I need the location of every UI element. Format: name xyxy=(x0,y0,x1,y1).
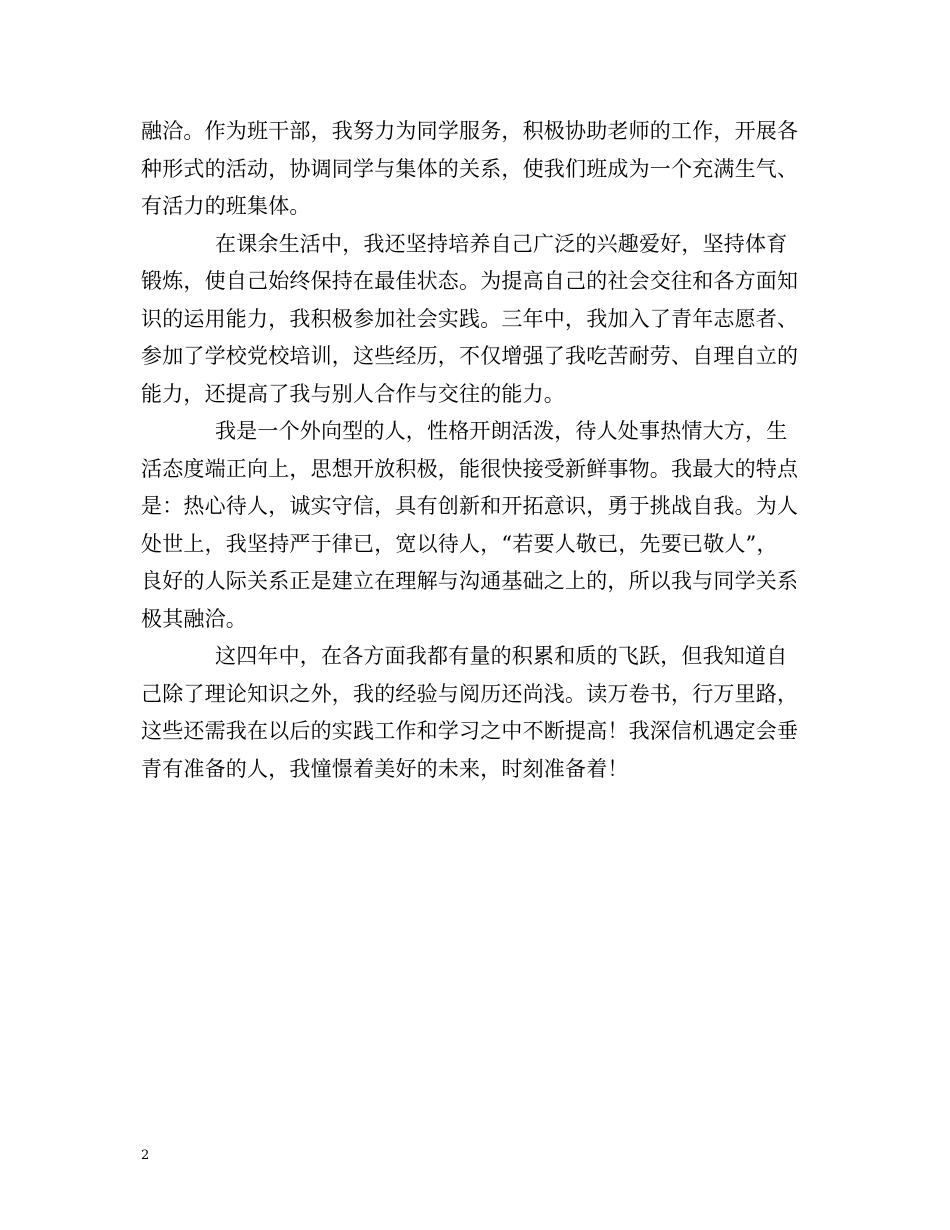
text-line: 参加了学校党校培训，这些经历，不仅增强了我吃苦耐劳、自理自立的 xyxy=(141,344,799,368)
text-line: 融洽。作为班干部，我努力为同学服务，积极协助老师的工作，开展各 xyxy=(141,119,799,143)
text-line: 活态度端正向上，思想开放积极，能很快接受新鲜事物。我最大的特点 xyxy=(141,456,799,481)
text-line: 极其融洽。 xyxy=(141,606,247,631)
text-line: 有活力的班集体。 xyxy=(141,194,311,218)
text-line: 锻炼，使自己始终保持在最佳状态。为提高自己的社会交往和各方面知 xyxy=(141,269,799,293)
paragraph-start-line: 在课余生活中，我还坚持培养自己广泛的兴趣爱好，坚持体育 xyxy=(215,231,788,256)
text-line: 青有准备的人，我憧憬着美好的未来，时刻准备着！ xyxy=(141,756,629,781)
text-line: 能力，还提高了我与别人合作与交往的能力。 xyxy=(141,381,565,406)
text-line: 是：热心待人，诚实守信，具有创新和开拓意识，勇于挑战自我。为人 xyxy=(141,494,799,518)
text-line: 这些还需我在以后的实践工作和学习之中不断提高！我深信机遇定会垂 xyxy=(141,719,799,743)
text-line: 良好的人际关系正是建立在理解与沟通基础之上的，所以我与同学关系 xyxy=(141,569,799,593)
page-number: 2 xyxy=(141,1148,150,1163)
paragraph-start-line: 这四年中，在各方面我都有量的积累和质的飞跃，但我知道自 xyxy=(215,644,788,668)
text-line: 处世上，我坚持严于律已，宽以待人，“若要人敬已，先要已敬人”， xyxy=(141,531,778,556)
text-line: 识的运用能力，我积极参加社会实践。三年中，我加入了青年志愿者、 xyxy=(141,306,799,331)
paragraph-start-line: 我是一个外向型的人，性格开朗活泼，待人处事热情大方，生 xyxy=(215,419,788,443)
text-line: 种形式的活动，协调同学与集体的关系，使我们班成为一个充满生气、 xyxy=(141,156,799,181)
text-line: 己除了理论知识之外，我的经验与阅历还尚浅。读万卷书，行万里路， xyxy=(141,681,799,706)
body-text xyxy=(141,113,821,788)
